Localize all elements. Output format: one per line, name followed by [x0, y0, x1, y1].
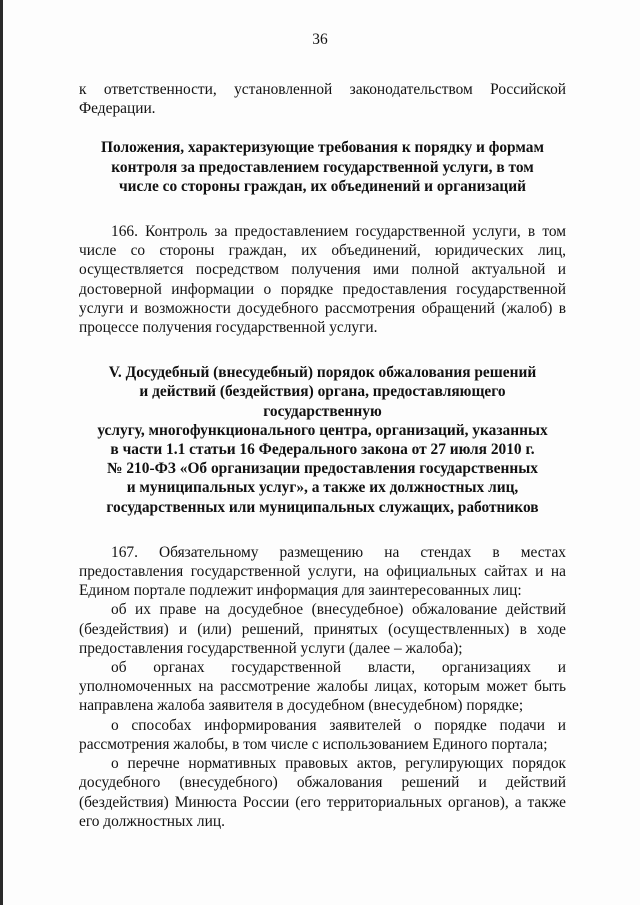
heading-section-v	[79, 363, 566, 517]
paragraph-167: 167. Обязательному размещению на стендах в местах предоставления государственной услуги, на официальных сайтах и на Едином портале подлежит информация для заинтересованных лиц:	[79, 543, 566, 600]
heading-line: контроля за предоставлением государственной услуги, в том	[111, 158, 534, 176]
list-item-right-to-appeal: об их праве на досудебное (внесудебное) обжалование действий (бездействия) и (или) решений, принятых (осуществленных) в ходе предоставления государственной услуги (далее – жалоба);	[79, 601, 566, 657]
heading-line: V. Досудебный (внесудебный) порядок обжалования решений	[108, 364, 537, 382]
heading-line: в части 1.1 статьи 16 Федерального закона от 27 июля 2010 г.	[110, 441, 535, 459]
heading-line: числе со стороны граждан, их объединений и организаций	[118, 177, 527, 195]
intro-paragraph: к ответственности, установленной законодательством Российской Федерации.	[79, 81, 566, 118]
list-item-authorities: об органах государственной власти, организациях и уполномоченных на рассмотрение жалобы лицах, которым может быть направлена жалоба заявителя в досудебном (внесудебном) порядке;	[79, 659, 566, 715]
heading-line: услугу, многофункционального центра, организаций, указанных	[97, 421, 548, 439]
document-body	[79, 80, 566, 831]
heading-line: и действий (бездействия) органа, предоставляющего государственную	[139, 383, 506, 420]
heading-line: Положения, характеризующие требования к порядку и формам	[101, 139, 544, 157]
heading-line: № 210-ФЗ «Об организации предоставления государственных	[107, 460, 538, 478]
list-item-legal-acts: о перечне нормативных правовых актов, регулирующих порядок досудебного (внесудебного) обжалования решений и действий (бездействия) Минюста России (его территориальных органов), а также его должностных лиц.	[79, 755, 566, 830]
paragraph-166: 166. Контроль за предоставлением государственной услуги, в том числе со стороны граждан, их объединений, юридических лиц, осуществляется посредством получения ими полной актуальной и достоверной информации о порядке предоставления государственной услуги и возможности досудебного рассмотрения обращений (жалоб) в процессе получения государственной услуги.	[79, 223, 566, 337]
heading-line: государственных или муниципальных служащих, работников	[106, 498, 539, 516]
scan-edge-mark	[0, 0, 3, 905]
heading-line: и муниципальных услуг», а также их должностных лиц,	[126, 479, 519, 497]
list-item-informing-methods: о способах информирования заявителей о порядке подачи и рассмотрения жалобы, в том числе с использованием Единого портала;	[79, 716, 566, 753]
heading-control-requirements	[79, 138, 566, 196]
page-number: 36	[312, 31, 328, 48]
